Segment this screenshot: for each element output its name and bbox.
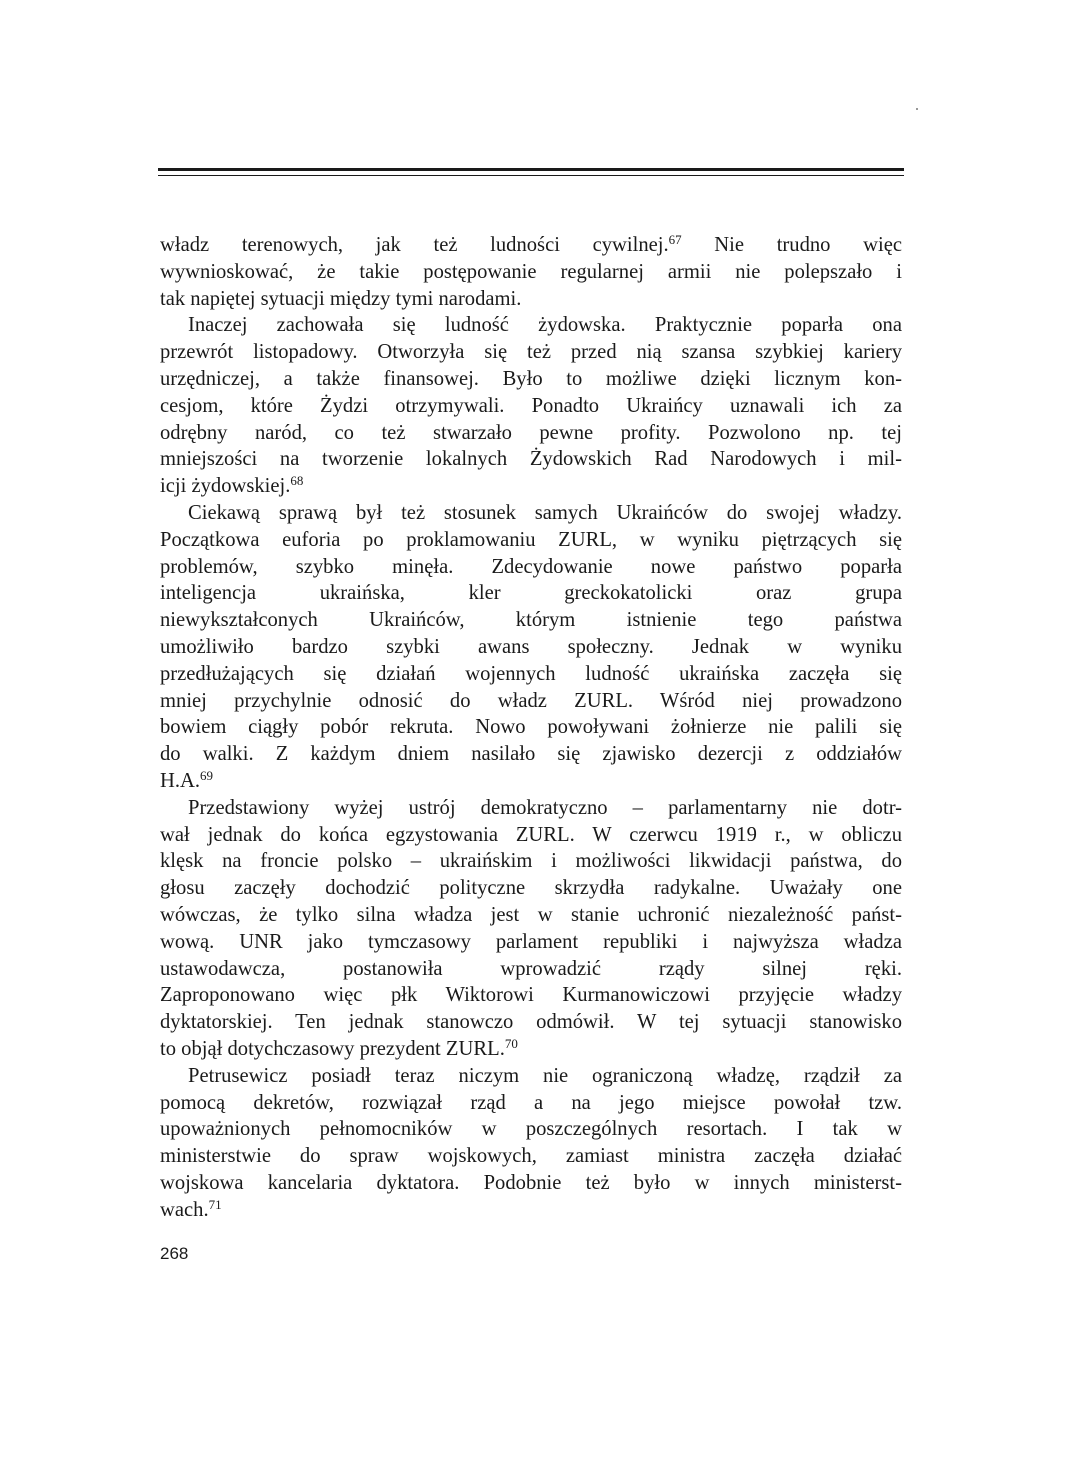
line-text: mniej przychylnie odnosić do władz ZURL. Wśród niej prowadzono <box>160 689 902 712</box>
line-text: ministerstwie do spraw wojskowych, zamiast ministra zaczęła działać <box>160 1145 902 1168</box>
header-rule-thick <box>158 168 904 171</box>
header-rule-thin <box>158 175 904 176</box>
text-line <box>160 956 902 983</box>
text-line <box>160 420 902 447</box>
line-text: wówczas, że tylko silna władza jest w stanie uchronić niezależność państ- <box>160 903 902 926</box>
text-line <box>160 473 902 500</box>
paragraph <box>160 232 902 312</box>
line-text: niewykształconych Ukraińców, którym istnienie tego państwa <box>160 609 902 632</box>
footnote-ref: 68 <box>290 473 304 489</box>
text-line <box>160 286 902 313</box>
text-line <box>160 1090 902 1117</box>
text-line <box>160 848 902 875</box>
line-text: przewrót listopadowy. Otworzyła się też przed nią szansa szybkiej kariery <box>160 341 902 364</box>
text-line <box>160 580 902 607</box>
paragraph <box>160 500 902 795</box>
line-text: umożliwiło bardzo szybki awans społeczny. Jednak w wyniku <box>160 635 902 658</box>
line-text: pomocą dekretów, rozwiązał rząd a na jego miejsce powołał tzw. <box>160 1091 902 1114</box>
line-text: cesjom, które Żydzi otrzymywali. Ponadto Ukraińcy uznawali ich za <box>160 394 902 417</box>
line-text: urzędniczej, a także finansowej. Było to możliwe dzięki licznym kon- <box>160 367 902 390</box>
text-line <box>160 527 902 554</box>
line-text: wach. <box>160 1198 209 1221</box>
footnote-ref: 69 <box>200 767 214 783</box>
line-text: do walki. Z każdym dniem nasilało się zjawisko dezercji z oddziałów <box>160 743 902 766</box>
text-line <box>160 1170 902 1197</box>
text-line <box>160 1143 902 1170</box>
line-text-after: Nie trudno więc <box>681 234 902 256</box>
text-line <box>160 500 902 527</box>
text-line <box>160 366 902 393</box>
line-text: wał jednak do końca egzystowania ZURL. W czerwcu 1919 r., w obliczu <box>160 823 902 846</box>
text-line <box>160 232 902 259</box>
line-text: icji żydowskiej. <box>160 475 291 498</box>
text-line <box>160 1063 902 1090</box>
line-text: klęsk na froncie polsko – ukraińskim i możliwości likwidacji państwa, do <box>160 850 902 873</box>
footnote-ref: 70 <box>504 1035 518 1051</box>
text-line <box>160 607 902 634</box>
footnote-ref: 67 <box>668 232 682 247</box>
text-line <box>160 312 902 339</box>
line-text: Petrusewicz posiadł teraz niczym nie ograniczoną władzę, rządził za <box>188 1064 902 1087</box>
line-text: Przedstawiony wyżej ustrój demokratyczno – parlamentarny nie dotr- <box>188 796 902 819</box>
paragraph <box>160 1063 902 1224</box>
line-text: Inaczej zachowała się ludność żydowska. Praktycznie poparła ona <box>188 314 902 337</box>
text-line <box>160 339 902 366</box>
line-text: upoważnionych pełnomocników w poszczególnych resortach. I tak w <box>160 1118 902 1141</box>
text-line <box>160 688 902 715</box>
line-text: inteligencja ukraińska, kler greckokatolicki oraz grupa <box>160 582 902 605</box>
scan-speck <box>916 108 918 110</box>
line-text: H.A. <box>160 769 201 792</box>
text-line <box>160 393 902 420</box>
line-text: bowiem ciągły pobór rekruta. Nowo powoływani żołnierze nie palili się <box>160 716 902 739</box>
line-text: głosu zaczęły dochodzić polityczne skrzydła radykalne. Uważały one <box>160 877 902 900</box>
text-line <box>160 634 902 661</box>
line-text: wową. UNR jako tymczasowy parlament republiki i najwyższa władza <box>160 930 902 953</box>
line-text: władz terenowych, jak też ludności cywilnej. <box>160 234 669 256</box>
line-text: to objął dotychczasowy prezydent ZURL. <box>160 1037 505 1060</box>
text-line <box>160 1036 902 1063</box>
text-line <box>160 446 902 473</box>
text-line <box>160 929 902 956</box>
text-line <box>160 982 902 1009</box>
line-text: mniejszości na tworzenie lokalnych Żydowskich Rad Narodowych i mil- <box>160 448 902 471</box>
line-text: Zaproponowano więc płk Wiktorowi Kurmanowiczowi przyjęcie władzy <box>160 984 902 1007</box>
text-line <box>160 768 902 795</box>
text-line <box>160 741 902 768</box>
body-text <box>160 232 902 1223</box>
line-text: ustawodawcza, postanowiła wprowadzić rządy silnej ręki. <box>160 957 902 980</box>
text-line <box>160 822 902 849</box>
text-line <box>160 661 902 688</box>
line-text: odrębny naród, co też stwarzało pewne profity. Pozwolono np. tej <box>160 421 902 444</box>
footnote-ref: 71 <box>208 1196 222 1212</box>
line-text: problemów, szybko minęła. Zdecydowanie nowe państwo poparła <box>160 555 902 578</box>
text-line <box>160 554 902 581</box>
text-line <box>160 1009 902 1036</box>
text-line <box>160 1197 902 1224</box>
line-text: Ciekawą sprawą był też stosunek samych Ukraińców do swojej władzy. <box>188 501 902 524</box>
line-text: dyktatorskiej. Ten jednak stanowczo odmówił. W tej sytuacji stanowisko <box>160 1011 902 1034</box>
text-line <box>160 259 902 286</box>
paragraph <box>160 312 902 500</box>
line-text: wywnioskować, że takie postępowanie regularnej armii nie polepszało i <box>160 260 902 283</box>
text-line <box>160 902 902 929</box>
line-text: wojskowa kancelaria dyktatora. Podobnie też było w innych ministerst- <box>160 1171 902 1194</box>
line-text: przedłużających się działań wojennych ludność ukraińska zaczęła się <box>160 662 902 685</box>
text-line <box>160 795 902 822</box>
page-number: 268 <box>160 1244 189 1263</box>
paragraph <box>160 795 902 1063</box>
line-text: tak napiętej sytuacji między tymi narodami. <box>160 287 522 310</box>
line-text: Początkowa euforia po proklamowaniu ZURL, w wyniku piętrzących się <box>160 528 902 551</box>
text-line <box>160 1116 902 1143</box>
text-line <box>160 714 902 741</box>
text-line <box>160 875 902 902</box>
